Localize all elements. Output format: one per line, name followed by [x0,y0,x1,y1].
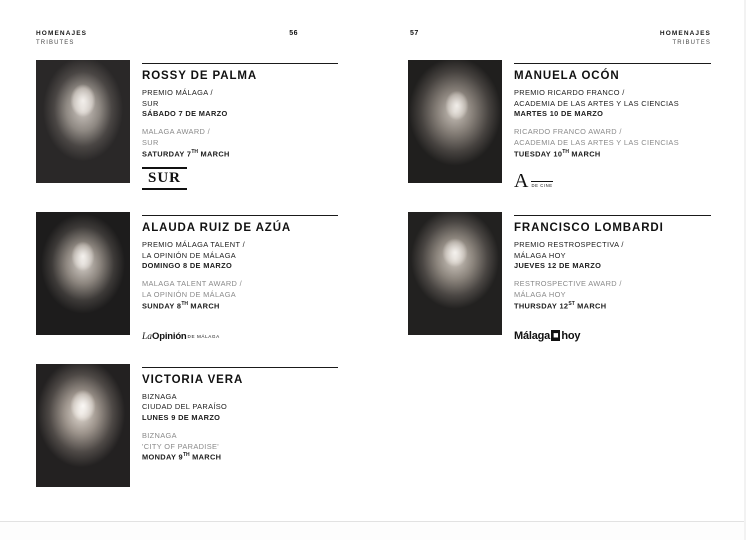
award-date-en [514,149,711,160]
portrait-alauda-ruiz-de-azua [36,212,130,335]
tribute-award-en [514,279,711,312]
left-page [0,0,373,520]
tribute-info [142,60,338,190]
la-opinion-de-malaga-logo [142,331,220,342]
running-head-left-text [36,30,87,47]
award-date-en [142,301,338,312]
award-date-en [142,452,338,463]
tribute-info [514,60,711,190]
award-line-en-2: 'CITY OF PARADISE' [142,441,220,451]
date-en-post: MARCH [568,149,601,159]
running-head-left [36,30,338,60]
award-line-2: LA OPINIÓN DE MÁLAGA [142,250,237,260]
award-line-1: BIZNAGA [142,391,177,401]
portrait-highlight [36,60,130,183]
award-line-en-1: MALAGA AWARD / [142,127,211,137]
date-en-pre: TUESDAY 10 [514,149,563,159]
portrait-highlight [36,212,130,335]
tribute-info [142,212,338,342]
academia-a-glyph: A [514,169,529,192]
award-date-es: SÁBADO 7 DE MARZO [142,109,228,119]
tribute-award-es [142,392,338,424]
portrait-highlight [408,60,502,183]
tribute-entry [408,60,711,190]
tribute-award-en [514,127,711,160]
award-line-en-1: BIZNAGA [142,430,177,440]
tribute-award-es [142,88,338,120]
award-date-en [142,149,338,160]
tribute-entry [408,212,711,342]
award-line-en-1: RESTROSPECTIVE AWARD / [514,279,622,289]
malaga-text: Málaga [514,329,551,342]
award-date-en [514,301,711,312]
tribute-award-es [514,240,711,272]
tribute-award-es [514,88,711,120]
divider-rule [142,63,338,64]
malaga-hoy-mark: ■ [553,330,559,341]
tribute-name: VICTORIA VERA [142,373,244,386]
award-date-es: MARTES 10 DE MARZO [514,109,604,119]
running-head-right-text [660,30,711,47]
divider-rule [142,215,338,216]
date-en-sup: TH [562,148,569,155]
malaga-hoy-logo [514,330,580,342]
tribute-entry [36,60,338,190]
date-en-post: MARCH [189,452,222,462]
award-line-1: PREMIO RESTROSPECTIVA / [514,239,624,249]
award-line-1: PREMIO MÁLAGA TALENT / [142,239,245,249]
running-head-left-title: HOMENAJES [36,30,88,37]
tribute-award-en [142,279,338,312]
running-head-right [408,30,711,60]
folio-right: 57 [410,30,419,37]
date-en-sup: ST [568,300,575,307]
divider-rule [142,367,338,368]
award-line-1: PREMIO RICARDO FRANCO / [514,88,625,97]
portrait-highlight [36,364,130,487]
award-date-es: LUNES 9 DE MARZO [142,413,221,423]
divider-rule [514,63,711,64]
tribute-name: MANUELA OCÓN [514,70,620,82]
academia-logo-text: DE CINE [531,181,552,190]
portrait-highlight [408,212,502,335]
tribute-entry [36,364,338,487]
tribute-name: ALAUDA RUIZ DE AZÚA [142,221,292,234]
award-line-en-2: SUR [142,137,159,147]
sponsor-logo-row [142,168,338,190]
tribute-award-es [142,240,338,272]
divider-rule [514,215,711,216]
award-date-es: DOMINGO 8 DE MARZO [142,261,233,271]
running-head-left-subtitle: TRIBUTES [36,39,75,46]
tribute-name: ROSSY DE PALMA [142,70,258,82]
portrait-rossy-de-palma [36,60,130,183]
tribute-info [142,364,338,487]
sur-logo: SUR [142,167,187,190]
award-line-2: CIUDAD DEL PARAÍSO [142,402,228,412]
date-en-post: MARCH [198,149,230,159]
award-line-2: ACADEMIA DE LAS ARTES Y LAS CIENCIAS [514,98,679,108]
date-en-pre: MONDAY 9 [142,452,183,462]
award-line-1: PREMIO MÁLAGA / [142,88,213,97]
right-page [373,0,746,520]
portrait-victoria-vera [36,364,130,487]
sponsor-logo-row [142,320,338,342]
tribute-name: FRANCISCO LOMBARDI [514,221,664,234]
award-line-en-1: MALAGA TALENT AWARD / [142,279,243,289]
folio-left: 56 [289,30,298,37]
award-line-en-2: MÁLAGA HOY [514,289,566,299]
logo-la: La [142,331,153,342]
award-line-en-2: LA OPINIÓN DE MÁLAGA [142,289,237,299]
academia-de-cine-logo [514,169,553,192]
award-date-es: JUEVES 12 DE MARZO [514,261,602,271]
tribute-award-en [142,127,338,160]
tribute-award-en [142,431,338,464]
portrait-francisco-lombardi [408,212,502,335]
tribute-entry [36,212,338,342]
date-en-sup: TH [191,148,199,155]
running-head-right-subtitle: TRIBUTES [672,39,711,46]
award-line-2: SUR [142,98,159,108]
sponsor-logo-row [514,320,711,342]
date-en-pre: SUNDAY 8 [142,301,182,311]
award-line-en-1: RICARDO FRANCO AWARD / [514,127,622,137]
hoy-text: hoy [561,329,581,342]
date-en-pre: SATURDAY 7 [142,149,192,159]
date-en-pre: THURSDAY 12 [514,301,569,311]
date-en-sup: TH [183,452,190,459]
date-en-post: MARCH [188,301,220,311]
date-en-post: MARCH [574,301,607,311]
award-line-en-2: ACADEMIA DE LAS ARTES Y LAS CIENCIAS [514,137,679,147]
date-en-sup: TH [181,300,189,307]
page-footer-band [0,521,746,540]
logo-opinion: Opinión [152,330,187,342]
award-line-2: MÁLAGA HOY [514,250,566,260]
portrait-manuela-ocon [408,60,502,183]
tribute-info [514,212,711,342]
logo-de-malaga: DE MÁLAGA [187,334,220,340]
running-head-right-title: HOMENAJES [659,30,711,37]
sponsor-logo-row [514,168,711,190]
